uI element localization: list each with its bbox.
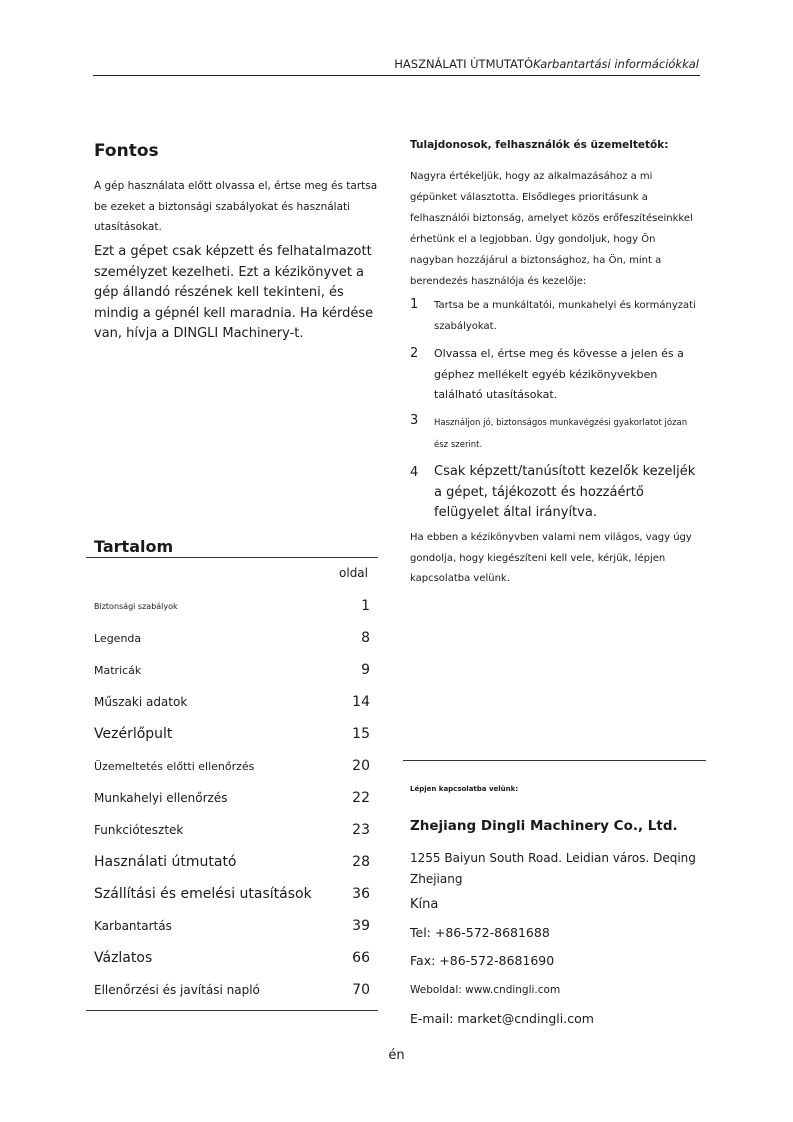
- list-item-number: 1: [410, 297, 419, 312]
- company-address: 1255 Baiyun South Road. Leidian város. Deqing Zhejiang: [410, 851, 696, 886]
- toc-entry-page: 1: [361, 598, 370, 614]
- toc-entry-title: Karbantartás: [94, 919, 172, 933]
- list-item-text: Használjon jó, biztonságos munkavégzési gyakorlatot józan ész szerint.: [434, 418, 688, 450]
- fax-number: Fax: +86-572-8681690: [410, 953, 555, 968]
- toc-entry-decals[interactable]: [94, 654, 370, 686]
- toc-entry-page: 14: [352, 694, 370, 710]
- page-number: én: [388, 1048, 405, 1063]
- header-rule: [93, 75, 700, 76]
- toc-entry-function-tests[interactable]: [94, 814, 370, 846]
- list-item-text: Csak képzett/tanúsított kezelők kezeljék a gépet, tájékozott és hozzáértő felügyelet által irányítva.: [434, 464, 696, 520]
- owners-rules-list: [410, 296, 702, 524]
- list-item-text: Tartsa be a munkáltatói, munkahelyi és kormányzati szabályokat.: [434, 300, 696, 332]
- toc-entry-page: 22: [352, 790, 370, 806]
- toc-entry-page: 70: [352, 982, 370, 998]
- toc-entry-workplace-inspection[interactable]: [94, 782, 370, 814]
- toc-entry-page: 8: [361, 630, 370, 646]
- toc-entry-safety-rules[interactable]: [94, 590, 370, 622]
- toc-top-rule: [86, 557, 378, 558]
- header-title: HASZNÁLATI ÚTMUTATÓ: [394, 57, 534, 71]
- contact-rule: [403, 760, 706, 761]
- toc-entry-title: Szállítási és emelési utasítások: [94, 886, 312, 902]
- toc-entry-page: 20: [352, 758, 370, 774]
- toc-entry-title: Matricák: [94, 663, 142, 677]
- toc-entry-page: 9: [361, 662, 370, 678]
- owners-heading: Tulajdonosok, felhasználók és üzemeltetők:: [410, 139, 669, 151]
- toc-entry-title: Munkahelyi ellenőrzés: [94, 791, 228, 805]
- toc-bottom-rule: [86, 1010, 378, 1011]
- toc-entry-control-panel[interactable]: [94, 718, 370, 750]
- list-item: [410, 344, 702, 412]
- owners-closing: Ha ebben a kézikönyvben valami nem világos, vagy úgy gondolja, hogy kiegészíteni kell vele, kérjük, lépjen kapcsolatba velünk.: [410, 532, 692, 584]
- important-heading: Fontos: [94, 141, 159, 161]
- toc-entry-inspection-repair-log[interactable]: [94, 974, 370, 1006]
- toc-page-label: oldal: [339, 566, 368, 580]
- toc-entry-page: 39: [352, 918, 370, 934]
- toc-entry-pre-operation-check[interactable]: [94, 750, 370, 782]
- toc-entry-title: Üzemeltetés előtti ellenőrzés: [94, 759, 255, 773]
- toc-heading: Tartalom: [94, 537, 174, 556]
- list-item: [410, 296, 702, 344]
- toc-entry-page: 66: [352, 950, 370, 966]
- header-subtitle: Karbantartási információkkal: [533, 57, 699, 71]
- toc-entry-page: 28: [352, 854, 370, 870]
- list-item-number: 2: [410, 346, 419, 361]
- email-link[interactable]: E-mail: market@cndingli.com: [410, 1011, 594, 1026]
- list-item-text: Olvassa el, értse meg és kövesse a jelen és a géphez mellékelt egyéb kézikönyvekben található utasításokat.: [434, 347, 684, 401]
- toc-entry-schematics[interactable]: [94, 942, 370, 974]
- toc-entry-specifications[interactable]: [94, 686, 370, 718]
- company-country: Kína: [410, 897, 439, 912]
- contact-label: Lépjen kapcsolatba velünk:: [410, 785, 519, 793]
- toc-entry-operating-instructions[interactable]: [94, 846, 370, 878]
- toc-entry-title: Használati útmutató: [94, 854, 237, 870]
- important-paragraph-large: Ezt a gépet csak képzett és felhatalmazott személyzet kezelheti. Ezt a kézikönyvet a gép állandó részének kell tekinteni, és mindig a gépnél kell maradnia. Ha kérdése van, hívja a DINGLI Machinery-t.: [94, 244, 374, 341]
- toc-entry-title: Legenda: [94, 631, 142, 645]
- toc-entry-title: Vázlatos: [94, 950, 153, 966]
- owners-intro: Nagyra értékeljük, hogy az alkalmazásához a mi gépünket választotta. Elsődleges prioritásunk a felhasználói biztonság, amelyet közös erőfeszítéseinkkel érhetünk el a legjobban. Úgy gondoljuk, hogy Ön nagyban hozzájárul a biztonsághoz, ha Ön, mint a berendezés használója és kezelője:: [410, 171, 693, 287]
- list-item: [410, 412, 702, 462]
- toc-entry-page: 15: [352, 726, 370, 742]
- toc-list: [94, 590, 370, 1006]
- toc-entry-page: 23: [352, 822, 370, 838]
- company-name: Zhejiang Dingli Machinery Co., Ltd.: [410, 818, 678, 834]
- toc-entry-legend[interactable]: [94, 622, 370, 654]
- toc-entry-title: Ellenőrzési és javítási napló: [94, 983, 260, 997]
- list-item-number: 4: [410, 465, 419, 480]
- toc-entry-page: 36: [352, 886, 370, 902]
- phone-number[interactable]: Tel: +86-572-8681688: [410, 925, 550, 940]
- toc-entry-title: Biztonsági szabályok: [94, 601, 178, 611]
- website-link[interactable]: Weboldal: www.cndingli.com: [410, 984, 561, 996]
- toc-entry-title: Vezérlőpult: [94, 726, 173, 742]
- toc-entry-title: Funkciótesztek: [94, 823, 184, 837]
- list-item: [410, 462, 702, 524]
- important-paragraph-small: A gép használata előtt olvassa el, értse meg és tartsa be ezeket a biztonsági szabályokat és használati utasításokat.: [94, 180, 378, 233]
- running-header: [93, 57, 699, 71]
- list-item-number: 3: [410, 413, 419, 428]
- toc-entry-title: Műszaki adatok: [94, 695, 188, 709]
- toc-entry-maintenance[interactable]: [94, 910, 370, 942]
- toc-entry-transport-lifting[interactable]: [94, 878, 370, 910]
